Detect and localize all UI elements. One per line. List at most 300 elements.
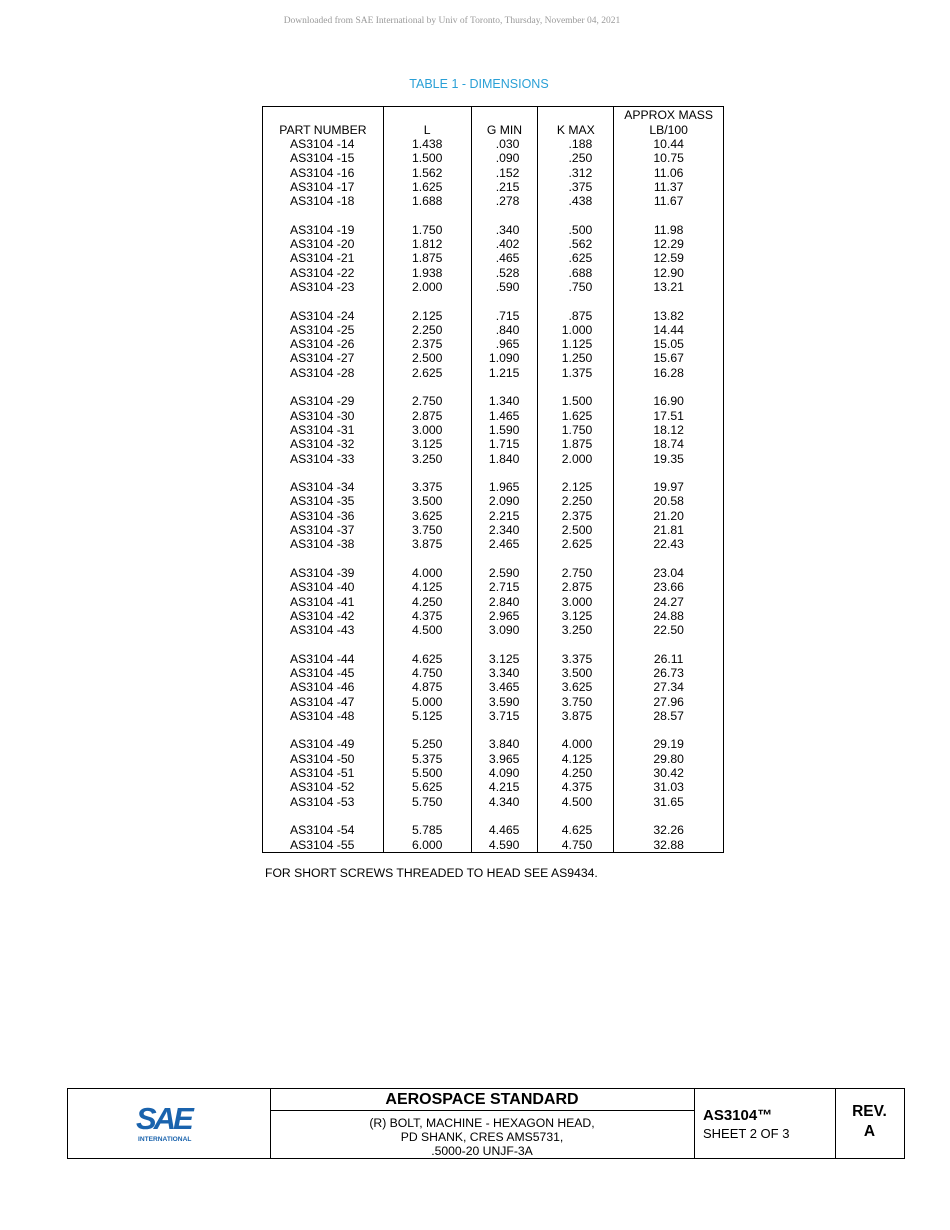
cell-part-number: AS3104 -20 [263, 237, 384, 251]
cell-g-min: 4.590 [471, 838, 538, 853]
cell-l: 5.125 [383, 709, 471, 723]
header-mass-line1: APPROX MASS [624, 108, 713, 123]
cell-approx-mass: 12.29 [614, 237, 724, 251]
cell-approx-mass: 24.27 [614, 595, 724, 609]
spacer-cell [383, 552, 471, 566]
cell-part-number: AS3104 -19 [263, 223, 384, 237]
table-row [263, 652, 724, 666]
cell-approx-mass: 14.44 [614, 323, 724, 337]
cell-k-max: 1.875 [538, 437, 614, 451]
cell-l: 2.750 [383, 394, 471, 408]
cell-approx-mass: 12.59 [614, 251, 724, 265]
cell-part-number: AS3104 -24 [263, 309, 384, 323]
cell-k-max: 3.875 [538, 709, 614, 723]
cell-approx-mass: 19.97 [614, 480, 724, 494]
table-row [263, 366, 724, 380]
spacer-cell [538, 208, 614, 222]
cell-approx-mass: 11.67 [614, 194, 724, 208]
table-row [263, 580, 724, 594]
cell-g-min: 3.340 [471, 666, 538, 680]
sae-logo-cell [68, 1089, 271, 1158]
cell-l: 3.000 [383, 423, 471, 437]
cell-l: 4.125 [383, 580, 471, 594]
spacer-cell [538, 380, 614, 394]
cell-approx-mass: 22.50 [614, 623, 724, 637]
spacer-cell [471, 380, 538, 394]
cell-l: 2.500 [383, 351, 471, 365]
spacer-cell [614, 466, 724, 480]
cell-g-min: 3.590 [471, 695, 538, 709]
table-row [263, 737, 724, 751]
table-row [263, 695, 724, 709]
table-row [263, 394, 724, 408]
spacer-cell [383, 809, 471, 823]
cell-l: 4.375 [383, 609, 471, 623]
cell-approx-mass: 27.34 [614, 680, 724, 694]
cell-approx-mass: 11.98 [614, 223, 724, 237]
spacer-cell [614, 294, 724, 308]
cell-l: 1.688 [383, 194, 471, 208]
cell-k-max: 2.875 [538, 580, 614, 594]
cell-approx-mass: 32.26 [614, 823, 724, 837]
cell-part-number: AS3104 -29 [263, 394, 384, 408]
cell-k-max: 1.625 [538, 409, 614, 423]
table-row [263, 795, 724, 809]
cell-g-min: .465 [471, 251, 538, 265]
table-row [263, 523, 724, 537]
cell-k-max: .562 [538, 237, 614, 251]
cell-part-number: AS3104 -38 [263, 537, 384, 551]
spacer-cell [614, 208, 724, 222]
cell-l: 3.125 [383, 437, 471, 451]
cell-g-min: 3.965 [471, 752, 538, 766]
title-cell [270, 1089, 695, 1158]
cell-approx-mass: 16.90 [614, 394, 724, 408]
download-watermark: Downloaded from SAE International by Univ of Toronto, Thursday, November 04, 2021 [283, 16, 621, 26]
cell-g-min: .090 [471, 151, 538, 165]
cell-g-min: 1.715 [471, 437, 538, 451]
header-mass-line2: LB/100 [649, 122, 688, 137]
cell-part-number: AS3104 -51 [263, 766, 384, 780]
cell-g-min: 2.840 [471, 595, 538, 609]
short-screw-note: FOR SHORT SCREWS THREADED TO HEAD SEE AS9434. [265, 866, 598, 880]
cell-approx-mass: 13.82 [614, 309, 724, 323]
cell-l: 6.000 [383, 838, 471, 853]
cell-l: 1.750 [383, 223, 471, 237]
cell-k-max: 2.625 [538, 537, 614, 551]
part-description [270, 1111, 694, 1159]
table-row [263, 166, 724, 180]
cell-l: 2.250 [383, 323, 471, 337]
cell-g-min: 1.840 [471, 452, 538, 466]
table-row [263, 323, 724, 337]
spacer-cell [263, 552, 384, 566]
cell-l: 5.000 [383, 695, 471, 709]
cell-g-min: .215 [471, 180, 538, 194]
cell-k-max: 1.500 [538, 394, 614, 408]
spacer-cell [263, 208, 384, 222]
table-row [263, 223, 724, 237]
cell-approx-mass: 31.65 [614, 795, 724, 809]
cell-g-min: .402 [471, 237, 538, 251]
cell-part-number: AS3104 -15 [263, 151, 384, 165]
revision-value: A [863, 1123, 876, 1140]
cell-l: 2.000 [383, 280, 471, 294]
cell-k-max: 4.125 [538, 752, 614, 766]
table-group-spacer [263, 723, 724, 737]
cell-l: 2.125 [383, 309, 471, 323]
spacer-cell [471, 208, 538, 222]
cell-k-max: 2.250 [538, 494, 614, 508]
cell-g-min: .030 [471, 137, 538, 151]
cell-k-max: .188 [538, 137, 614, 151]
cell-l: 2.375 [383, 337, 471, 351]
table-row [263, 823, 724, 837]
spacer-cell [471, 637, 538, 651]
cell-k-max: .375 [538, 180, 614, 194]
cell-approx-mass: 11.37 [614, 180, 724, 194]
table-group-spacer [263, 208, 724, 222]
cell-approx-mass: 21.81 [614, 523, 724, 537]
dimensions-table [262, 106, 724, 853]
cell-part-number: AS3104 -48 [263, 709, 384, 723]
table-row [263, 766, 724, 780]
cell-g-min: 1.340 [471, 394, 538, 408]
cell-part-number: AS3104 -50 [263, 752, 384, 766]
cell-part-number: AS3104 -16 [263, 166, 384, 180]
cell-approx-mass: 17.51 [614, 409, 724, 423]
cell-approx-mass: 23.04 [614, 566, 724, 580]
cell-part-number: AS3104 -36 [263, 509, 384, 523]
cell-approx-mass: 24.88 [614, 609, 724, 623]
table-title: TABLE 1 - DIMENSIONS [409, 77, 549, 91]
cell-g-min: 4.090 [471, 766, 538, 780]
spacer-cell [471, 466, 538, 480]
table-row [263, 780, 724, 794]
cell-part-number: AS3104 -21 [263, 251, 384, 265]
cell-l: 3.375 [383, 480, 471, 494]
cell-k-max: 3.500 [538, 666, 614, 680]
spacer-cell [614, 380, 724, 394]
part-description-line2: PD SHANK, CRES AMS5731, [400, 1130, 564, 1145]
cell-g-min: 1.215 [471, 366, 538, 380]
table-header-row [263, 107, 724, 138]
cell-part-number: AS3104 -39 [263, 566, 384, 580]
table-row [263, 480, 724, 494]
cell-approx-mass: 10.44 [614, 137, 724, 151]
table-group-spacer [263, 466, 724, 480]
cell-approx-mass: 20.58 [614, 494, 724, 508]
aerospace-standard-heading: AEROSPACE STANDARD [270, 1089, 694, 1111]
header-approx-mass [614, 107, 724, 138]
table-row [263, 537, 724, 551]
cell-g-min: 2.215 [471, 509, 538, 523]
sae-logo [136, 1101, 206, 1145]
cell-part-number: AS3104 -55 [263, 838, 384, 853]
table-row [263, 180, 724, 194]
table-row [263, 752, 724, 766]
cell-approx-mass: 13.21 [614, 280, 724, 294]
cell-g-min: .340 [471, 223, 538, 237]
cell-k-max: 4.375 [538, 780, 614, 794]
cell-part-number: AS3104 -26 [263, 337, 384, 351]
cell-part-number: AS3104 -54 [263, 823, 384, 837]
cell-g-min: 3.840 [471, 737, 538, 751]
cell-g-min: 3.465 [471, 680, 538, 694]
cell-k-max: .250 [538, 151, 614, 165]
spacer-cell [614, 637, 724, 651]
cell-k-max: 4.625 [538, 823, 614, 837]
cell-l: 2.625 [383, 366, 471, 380]
cell-l: 3.875 [383, 537, 471, 551]
spacer-cell [263, 380, 384, 394]
cell-k-max: 2.125 [538, 480, 614, 494]
part-description-line3: .5000-20 UNJF-3A [431, 1144, 533, 1159]
cell-l: 1.812 [383, 237, 471, 251]
spacer-cell [471, 294, 538, 308]
cell-l: 5.500 [383, 766, 471, 780]
cell-k-max: 4.000 [538, 737, 614, 751]
table-row [263, 666, 724, 680]
cell-g-min: 2.715 [471, 580, 538, 594]
cell-l: 4.750 [383, 666, 471, 680]
cell-l: 4.625 [383, 652, 471, 666]
table-row [263, 494, 724, 508]
spacer-cell [263, 723, 384, 737]
cell-approx-mass: 18.12 [614, 423, 724, 437]
cell-g-min: 2.340 [471, 523, 538, 537]
table-row [263, 280, 724, 294]
spacer-cell [614, 809, 724, 823]
spacer-cell [614, 552, 724, 566]
cell-l: 4.875 [383, 680, 471, 694]
table-group-spacer [263, 552, 724, 566]
cell-part-number: AS3104 -46 [263, 680, 384, 694]
spacer-cell [538, 723, 614, 737]
spacer-cell [383, 294, 471, 308]
cell-part-number: AS3104 -34 [263, 480, 384, 494]
document-number-cell [694, 1089, 836, 1158]
table-row [263, 351, 724, 365]
header-part-number: PART NUMBER [263, 107, 384, 138]
cell-part-number: AS3104 -37 [263, 523, 384, 537]
cell-l: 3.500 [383, 494, 471, 508]
table-row [263, 237, 724, 251]
cell-l: 1.438 [383, 137, 471, 151]
revision-cell [835, 1089, 904, 1158]
table-row [263, 623, 724, 637]
cell-approx-mass: 28.57 [614, 709, 724, 723]
header-l: L [383, 107, 471, 138]
sheet-number: SHEET 2 OF 3 [703, 1126, 790, 1141]
cell-g-min: 1.965 [471, 480, 538, 494]
cell-part-number: AS3104 -22 [263, 266, 384, 280]
cell-k-max: 2.375 [538, 509, 614, 523]
table-row [263, 838, 724, 853]
cell-part-number: AS3104 -14 [263, 137, 384, 151]
cell-g-min: .528 [471, 266, 538, 280]
cell-l: 4.000 [383, 566, 471, 580]
cell-k-max: 3.625 [538, 680, 614, 694]
cell-part-number: AS3104 -41 [263, 595, 384, 609]
spacer-cell [263, 294, 384, 308]
cell-approx-mass: 10.75 [614, 151, 724, 165]
cell-g-min: 2.465 [471, 537, 538, 551]
cell-k-max: 2.000 [538, 452, 614, 466]
table-group-spacer [263, 637, 724, 651]
cell-k-max: .875 [538, 309, 614, 323]
cell-k-max: 4.250 [538, 766, 614, 780]
spacer-cell [538, 809, 614, 823]
cell-approx-mass: 11.06 [614, 166, 724, 180]
cell-part-number: AS3104 -31 [263, 423, 384, 437]
cell-l: 1.938 [383, 266, 471, 280]
cell-k-max: .438 [538, 194, 614, 208]
cell-l: 5.750 [383, 795, 471, 809]
cell-k-max: 1.250 [538, 351, 614, 365]
spacer-cell [471, 552, 538, 566]
cell-part-number: AS3104 -45 [263, 666, 384, 680]
spacer-cell [383, 637, 471, 651]
cell-k-max: 1.125 [538, 337, 614, 351]
cell-part-number: AS3104 -35 [263, 494, 384, 508]
cell-part-number: AS3104 -17 [263, 180, 384, 194]
cell-k-max: 1.000 [538, 323, 614, 337]
cell-part-number: AS3104 -40 [263, 580, 384, 594]
table-row [263, 194, 724, 208]
table-row [263, 452, 724, 466]
title-block [67, 1088, 905, 1159]
spacer-cell [538, 552, 614, 566]
spacer-cell [263, 637, 384, 651]
cell-g-min: 1.090 [471, 351, 538, 365]
table-row [263, 409, 724, 423]
cell-l: 1.625 [383, 180, 471, 194]
part-description-line1: (R) BOLT, MACHINE - HEXAGON HEAD, [369, 1116, 595, 1130]
cell-part-number: AS3104 -25 [263, 323, 384, 337]
cell-l: 2.875 [383, 409, 471, 423]
spacer-cell [614, 723, 724, 737]
cell-k-max: 3.000 [538, 595, 614, 609]
header-g-min: G MIN [471, 107, 538, 138]
cell-g-min: 3.090 [471, 623, 538, 637]
cell-g-min: 4.215 [471, 780, 538, 794]
cell-approx-mass: 19.35 [614, 452, 724, 466]
cell-k-max: 2.750 [538, 566, 614, 580]
cell-approx-mass: 18.74 [614, 437, 724, 451]
cell-approx-mass: 22.43 [614, 537, 724, 551]
cell-g-min: .278 [471, 194, 538, 208]
cell-g-min: 4.465 [471, 823, 538, 837]
spacer-cell [538, 294, 614, 308]
cell-k-max: 2.500 [538, 523, 614, 537]
cell-part-number: AS3104 -30 [263, 409, 384, 423]
cell-part-number: AS3104 -27 [263, 351, 384, 365]
table-row [263, 251, 724, 265]
spacer-cell [263, 809, 384, 823]
cell-k-max: 3.125 [538, 609, 614, 623]
cell-g-min: .840 [471, 323, 538, 337]
cell-l: 4.500 [383, 623, 471, 637]
cell-part-number: AS3104 -49 [263, 737, 384, 751]
cell-g-min: .965 [471, 337, 538, 351]
cell-approx-mass: 23.66 [614, 580, 724, 594]
cell-g-min: .590 [471, 280, 538, 294]
table-row [263, 423, 724, 437]
cell-part-number: AS3104 -33 [263, 452, 384, 466]
cell-part-number: AS3104 -53 [263, 795, 384, 809]
table-row [263, 680, 724, 694]
cell-part-number: AS3104 -43 [263, 623, 384, 637]
cell-l: 3.625 [383, 509, 471, 523]
cell-approx-mass: 31.03 [614, 780, 724, 794]
cell-g-min: .152 [471, 166, 538, 180]
cell-approx-mass: 16.28 [614, 366, 724, 380]
cell-g-min: 2.590 [471, 566, 538, 580]
document-number: AS3104™ [703, 1107, 773, 1124]
cell-l: 1.562 [383, 166, 471, 180]
cell-k-max: .688 [538, 266, 614, 280]
cell-approx-mass: 12.90 [614, 266, 724, 280]
cell-part-number: AS3104 -18 [263, 194, 384, 208]
cell-k-max: .750 [538, 280, 614, 294]
cell-part-number: AS3104 -32 [263, 437, 384, 451]
table-row [263, 309, 724, 323]
cell-g-min: 3.715 [471, 709, 538, 723]
cell-approx-mass: 32.88 [614, 838, 724, 853]
cell-l: 5.625 [383, 780, 471, 794]
cell-l: 5.250 [383, 737, 471, 751]
sae-logo-subtext: INTERNATIONAL [138, 1136, 192, 1143]
cell-approx-mass: 26.73 [614, 666, 724, 680]
table-group-spacer [263, 380, 724, 394]
table-row [263, 337, 724, 351]
cell-k-max: 1.375 [538, 366, 614, 380]
cell-k-max: 4.500 [538, 795, 614, 809]
table-row [263, 437, 724, 451]
cell-approx-mass: 29.19 [614, 737, 724, 751]
cell-k-max: 3.250 [538, 623, 614, 637]
table-group-spacer [263, 809, 724, 823]
cell-part-number: AS3104 -28 [263, 366, 384, 380]
cell-g-min: .715 [471, 309, 538, 323]
cell-k-max: .312 [538, 166, 614, 180]
cell-approx-mass: 29.80 [614, 752, 724, 766]
cell-part-number: AS3104 -42 [263, 609, 384, 623]
cell-approx-mass: 26.11 [614, 652, 724, 666]
cell-l: 1.500 [383, 151, 471, 165]
cell-k-max: 1.750 [538, 423, 614, 437]
sae-logo-wordmark: SAE [136, 1101, 191, 1136]
cell-l: 5.375 [383, 752, 471, 766]
cell-g-min: 1.465 [471, 409, 538, 423]
spacer-cell [471, 809, 538, 823]
spacer-cell [383, 208, 471, 222]
cell-k-max: 3.750 [538, 695, 614, 709]
cell-approx-mass: 21.20 [614, 509, 724, 523]
cell-approx-mass: 30.42 [614, 766, 724, 780]
cell-l: 3.250 [383, 452, 471, 466]
cell-k-max: 4.750 [538, 838, 614, 853]
cell-part-number: AS3104 -23 [263, 280, 384, 294]
spacer-cell [538, 466, 614, 480]
cell-part-number: AS3104 -47 [263, 695, 384, 709]
spacer-cell [383, 723, 471, 737]
spacer-cell [383, 380, 471, 394]
spacer-cell [383, 466, 471, 480]
table-row [263, 266, 724, 280]
cell-approx-mass: 27.96 [614, 695, 724, 709]
